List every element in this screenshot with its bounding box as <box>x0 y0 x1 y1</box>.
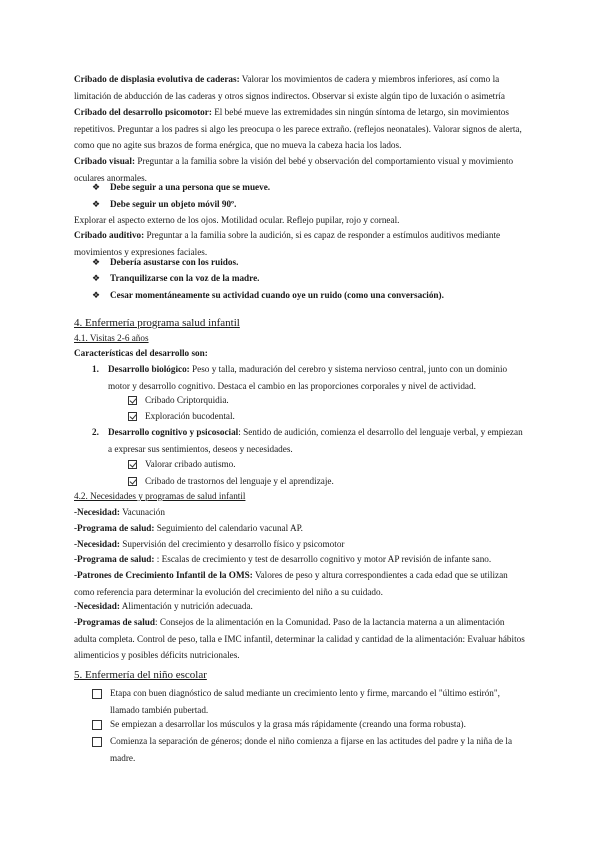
label-cognitivo: Desarrollo cognitivo y psicosocial <box>108 427 239 437</box>
checkbox-checked-icon <box>128 396 137 405</box>
need-label: -Necesidad: <box>74 539 120 549</box>
need-label: -Programa de salud: <box>74 523 155 533</box>
bullet-diamond-icon: ❖ <box>92 199 101 209</box>
need-row <box>74 520 303 537</box>
need-label: -Necesidad: <box>74 601 120 611</box>
section-5-title: 5. Enfermería del niño escolar <box>74 669 207 681</box>
text-desarrollo: El bebé mueve las extremidades sin ningún síntoma de letargo, sin movimientos repetitivos. Preguntar a los padres si algo les preocupa o les parece extraño. (reflejos neonatales). Valorar signos de alerta, como que no agite sus brazos de forma enérgica, que no mueva la cabeza hacia los lados. <box>74 107 522 151</box>
checkbox-empty-icon <box>92 720 102 730</box>
bullet-diamond-icon: ❖ <box>92 182 101 192</box>
label-visual: Cribado visual: <box>74 156 136 166</box>
text-cognitivo: : Sentido de audición, comienza el desarrollo del lenguaje verbal, y empiezan a expresar sus sentimientos, deseos y necesidades. <box>108 427 523 454</box>
need-text: Alimentación y nutrición adecuada. <box>119 601 253 611</box>
bullet-diamond-icon: ❖ <box>92 290 101 300</box>
text-auditivo: Preguntar a la familia sobre la audición, si es capaz de responder a estímulos auditivos mediante movimientos y expresiones faciales. <box>74 230 501 257</box>
bullet-diamond-icon: ❖ <box>92 273 101 283</box>
subsection-4-1-title: 4.1. Visitas 2-6 años <box>74 333 149 343</box>
need-row <box>74 614 526 664</box>
check-criptorquidia: Cribado Criptorquidia. <box>145 395 229 405</box>
escolar-item-1: Etapa con buen diagnóstico de salud mediante un crecimiento lento y firme, marcando el "último estirón", llamado también pubertad. <box>110 688 500 715</box>
need-text: Valores de peso y altura correspondientes a cada edad que se utilizan como referencia para determinar la evolución del crecimiento del niño a su cuidado. <box>74 570 508 597</box>
bullet-visual-2: Debe seguir un objeto móvil 90º. <box>110 199 237 209</box>
need-row <box>74 504 165 521</box>
bullet-auditivo-2: Tranquilizarse con la voz de la madre. <box>110 273 260 283</box>
text-displasia: Valorar los movimientos de cadera y miembros inferiores, así como la limitación de abducción de las caderas y otros signos indirectos. Observar si existe algún tipo de luxación o asimetría <box>74 74 505 101</box>
check-bucodental: Exploración bucodental. <box>145 411 235 421</box>
need-text: : Consejos de la alimentación en la Comunidad. Paso de la lactancia materna a un alimentación adulta completa. Control de peso, talla e IMC infantil, determinar la calidad y cantidad de la alimentación: Evaluar hábitos alimenticios y posibles déficits nutricionales. <box>74 617 525 661</box>
item-desarrollo-biologico <box>108 361 526 394</box>
checkbox-empty-icon <box>92 737 102 747</box>
need-text: Vacunación <box>119 507 165 517</box>
check-lenguaje: Cribado de trastornos del lenguaje y el aprendizaje. <box>145 476 334 486</box>
caracteristicas-heading: Características del desarrollo son: <box>74 348 208 358</box>
item-number: 2. <box>92 427 99 437</box>
checkbox-empty-icon <box>92 689 102 699</box>
need-label: -Programa de salud: <box>74 554 155 564</box>
label-displasia: Cribado de displasia evolutiva de caderas: <box>74 74 240 84</box>
text-visual: Preguntar a la familia sobre la visión del bebé y observación del comportamiento visual y movimiento oculares anormales. <box>74 156 514 183</box>
checkbox-checked-icon <box>128 412 137 421</box>
text-visual-after: Explorar el aspecto externo de los ojos. Motilidad ocular. Reflejo pupilar, rojo y corneal. <box>74 215 400 225</box>
need-label: -Necesidad: <box>74 507 120 517</box>
label-auditivo: Cribado auditivo: <box>74 230 145 240</box>
paragraph-desarrollo-psicomotor <box>74 104 526 154</box>
need-text: Seguimiento del calendario vacunal AP. <box>154 523 303 533</box>
item-number: 1. <box>92 364 99 374</box>
checkbox-checked-icon <box>128 460 137 469</box>
escolar-item-3: Comienza la separación de géneros; donde el niño comienza a fijarse en las actitudes del padre y la niña de la madre. <box>110 736 513 763</box>
bullet-visual-1: Debe seguir a una persona que se mueve. <box>110 182 271 192</box>
need-label: -Programas de salud <box>74 617 155 627</box>
need-row <box>74 598 253 615</box>
paragraph-displasia <box>74 71 526 104</box>
bullet-diamond-icon: ❖ <box>92 257 101 267</box>
label-desarrollo: Cribado del desarrollo psicomotor: <box>74 107 212 117</box>
bullet-auditivo-3: Cesar momentáneamente su actividad cuando oye un ruido (como una conversación). <box>110 290 444 300</box>
check-autismo: Valorar cribado autismo. <box>145 459 236 469</box>
need-row <box>74 551 491 568</box>
checkbox-checked-icon <box>128 477 137 486</box>
bullet-auditivo-1: Debería asustarse con los ruidos. <box>110 257 239 267</box>
need-label: -Patrones de Crecimiento Infantil de la OMS: <box>74 570 253 580</box>
need-text: Supervisión del crecimiento y desarrollo físico y psicomotor <box>119 539 345 549</box>
need-row <box>74 567 526 600</box>
escolar-item-2: Se empiezan a desarrollar los músculos y la grasa más rápidamente (creando una forma robusta). <box>110 719 466 729</box>
item-desarrollo-cognitivo <box>108 424 526 457</box>
text-biologico: Peso y talla, maduración del cerebro y sistema nervioso central, junto con un dominio motor y desarrollo cognitivo. Destaca el cambio en las proporciones corporales y nivel de actividad. <box>108 364 508 391</box>
section-4-title: 4. Enfermería programa salud infantil <box>74 317 240 329</box>
label-biologico: Desarrollo biológico: <box>108 364 190 374</box>
need-text: : Escalas de crecimiento y test de desarrollo cognitivo y motor AP revisión de infante sano. <box>154 554 492 564</box>
subsection-4-2-title: 4.2. Necesidades y programas de salud infantil <box>74 491 246 501</box>
